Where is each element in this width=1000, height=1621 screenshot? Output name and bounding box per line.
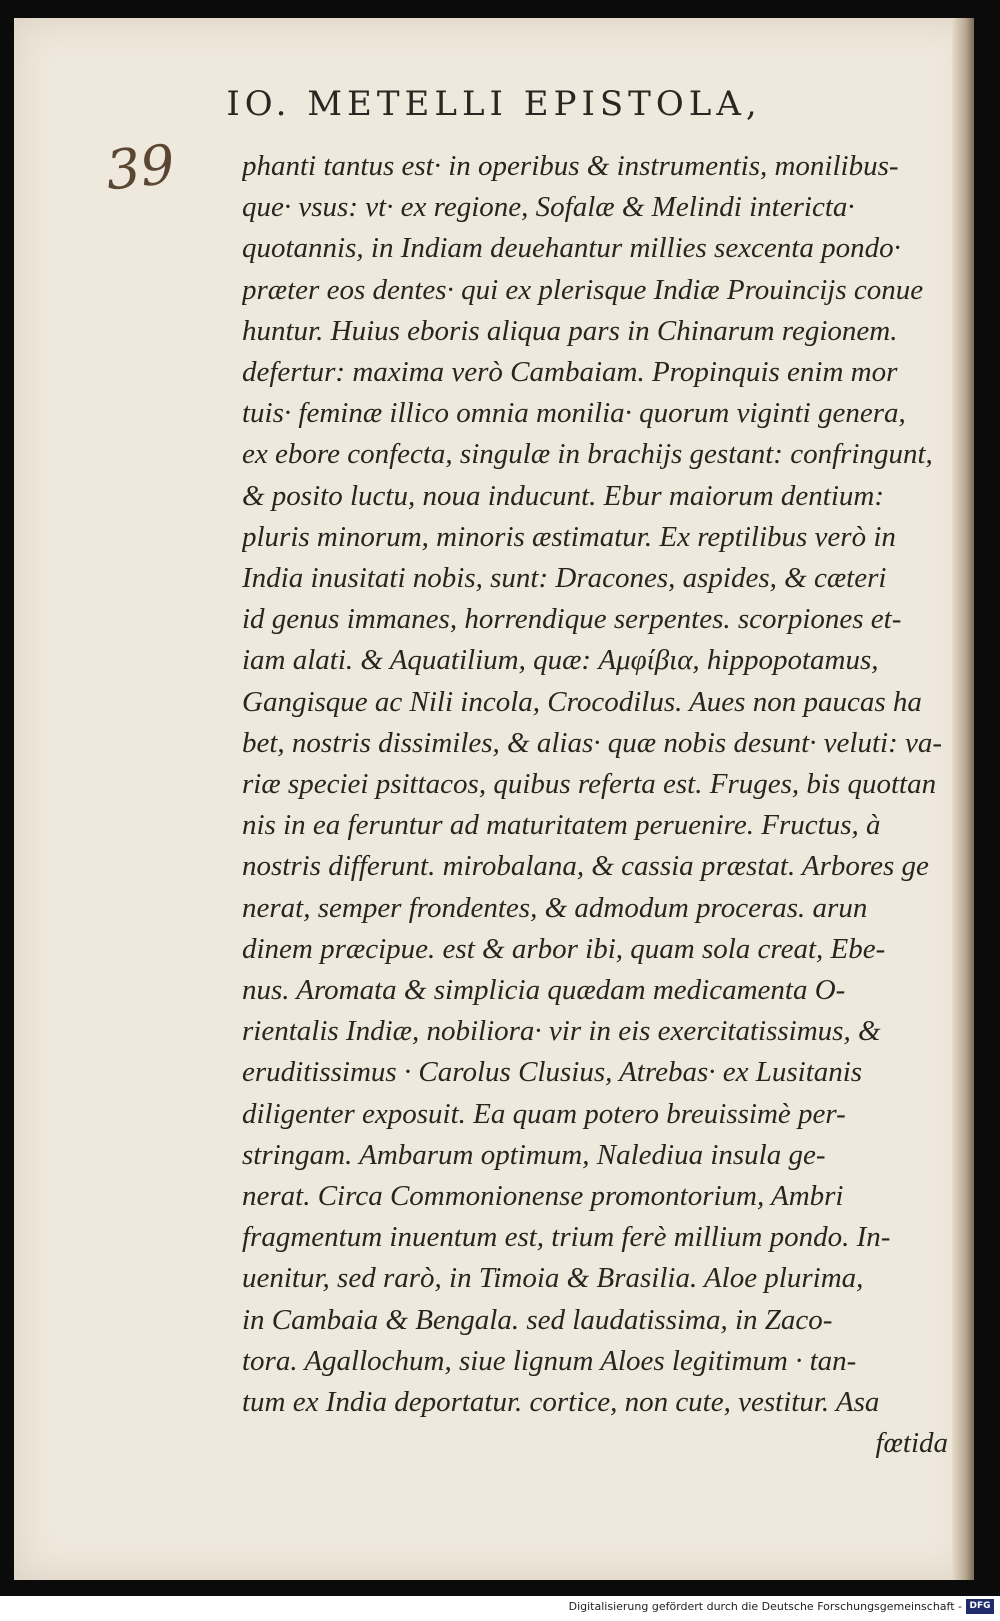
page-spine-shadow	[952, 18, 974, 1580]
running-title: IO. METELLI EPISTOLA,	[226, 84, 762, 124]
text-line: Gangisque ac Nili incola, Crocodilus. Aues non paucas ha	[242, 685, 922, 718]
text-line: huntur. Huius eboris aliqua pars in Chinarum regionem.	[242, 314, 898, 347]
text-line: phanti tantus est· in operibus & instrumentis, monilibus-	[242, 150, 899, 182]
text-line: & posito luctu, noua inducunt. Ebur maiorum dentium:	[242, 479, 884, 512]
text-line: uenitur, sed rarò, in Timoia & Brasilia. Aloe plurima,	[242, 1262, 864, 1295]
text-line: eruditissimus · Carolus Clusius, Atrebas· ex Lusitanis	[242, 1056, 863, 1089]
text-line: defertur: maxima verò Cambaiam. Propinquis enim mor	[242, 356, 898, 389]
text-line: tuis· feminæ illico omnia monilia· quorum viginti genera,	[242, 397, 906, 430]
text-line: riæ speciei psittacos, quibus referta est. Fruges, bis quottan	[242, 768, 937, 801]
text-line: in Cambaia & Bengala. sed laudatissima, in Zaco-	[242, 1303, 833, 1336]
text-line: quotannis, in Indiam deuehantur millies sexcenta pondo·	[242, 232, 901, 265]
text-line: nus. Aromata & simplicia quædam medicamenta O-	[242, 974, 846, 1007]
dfg-logo: DFG	[966, 1599, 994, 1614]
text-line: id genus immanes, horrendique serpentes. scorpiones et-	[242, 603, 902, 636]
text-line: præter eos dentes· qui ex plerisque Indiæ Prouincijs conue	[242, 273, 924, 306]
text-line: nis in ea feruntur ad maturitatem peruenire. Fructus, à	[242, 809, 881, 842]
text-line: ex ebore confecta, singulæ in brachijs gestant: confringunt,	[242, 438, 933, 471]
folio-number: 39	[102, 132, 178, 203]
text-line: nerat. Circa Commonionense promontorium, Ambri	[242, 1180, 844, 1213]
text-line: pluris minorum, minoris æstimatur. Ex reptilibus verò in	[242, 520, 896, 553]
text-line: diligenter exposuit. Ea quam potero breuissimè per-	[242, 1097, 846, 1130]
text-line: tum ex India deportatur. cortice, non cute, vestitur. Asa	[242, 1386, 880, 1419]
text-line: iam alati. & Aquatilium, quæ: Αμφίβια, hippopotamus,	[242, 644, 879, 677]
text-line: fragmentum inuentum est, trium ferè millium pondo. In-	[242, 1221, 891, 1254]
book-page	[14, 18, 974, 1580]
funding-credit: Digitalisierung gefördert durch die Deutsche Forschungsgemeinschaft -	[568, 1600, 962, 1613]
text-line: stringam. Ambarum optimum, Nalediua insula ge-	[242, 1138, 826, 1171]
text-line: que· vsus: vt· ex regione, Sofalæ & Melindi intericta·	[242, 191, 855, 224]
text-line: nerat, semper frondentes, & admodum proceras. arun	[242, 891, 868, 924]
text-line: dinem præcipue. est & arbor ibi, quam sola creat, Ebe-	[242, 932, 886, 965]
catchword: fœtida	[875, 1427, 948, 1460]
text-line: tora. Agallochum, siue lignum Aloes legitimum · tan-	[242, 1344, 857, 1377]
text-line: bet, nostris dissimiles, & alias· quæ nobis desunt· veluti: va-	[242, 726, 943, 759]
text-line: rientalis Indiæ, nobiliora· vir in eis exercitatissimus, &	[242, 1015, 881, 1048]
text-line: nostris differunt. mirobalana, & cassia præstat. Arbores ge	[242, 850, 929, 883]
text-line: India inusitati nobis, sunt: Dracones, aspides, & cæteri	[242, 562, 887, 595]
body-text	[242, 146, 948, 1465]
